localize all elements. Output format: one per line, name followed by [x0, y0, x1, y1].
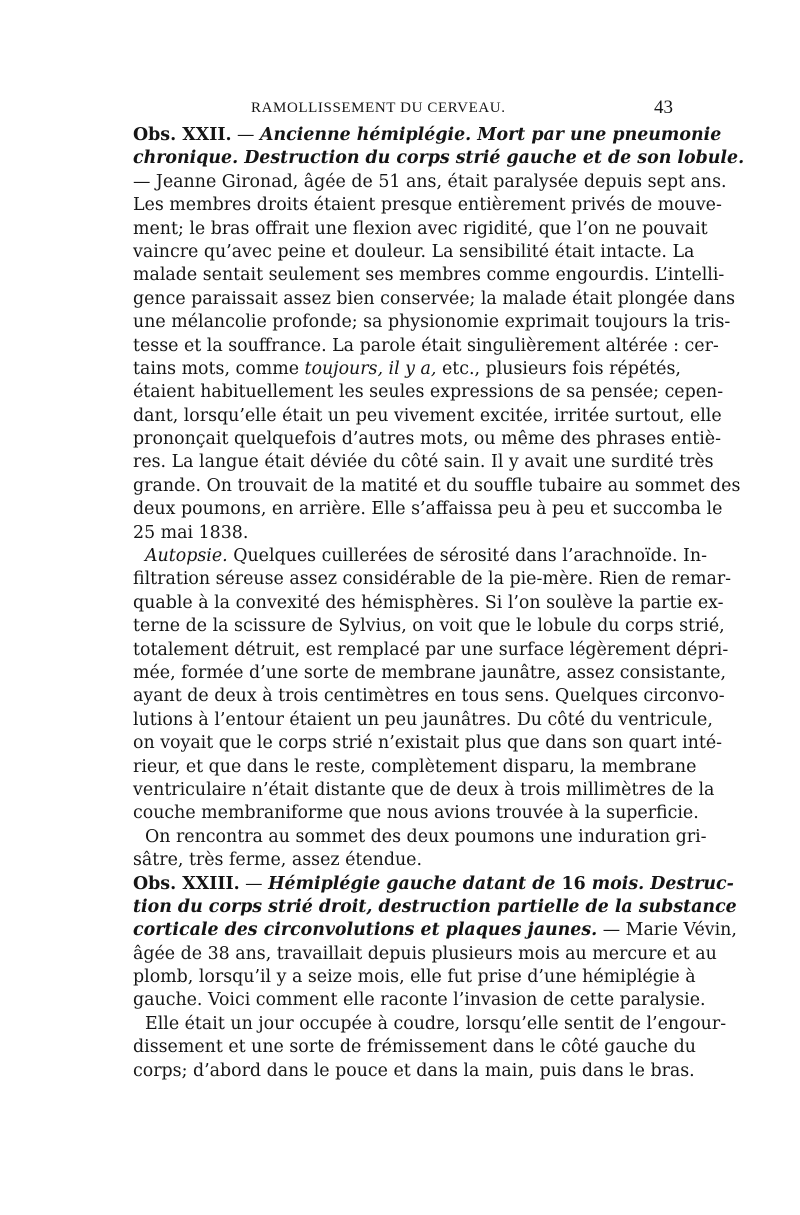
- text-segment: — Marie Vévin,: [597, 920, 737, 941]
- text-line: [133, 194, 722, 217]
- text-segment: malade sentait seulement ses membres comme engourdis. L’intelli-: [133, 265, 725, 286]
- text-segment: ventriculaire n’était distante que de deux à trois millimètres de la: [133, 779, 715, 800]
- text-line: [133, 732, 722, 755]
- text-segment: couche membraniforme que nous avions trouvée à la superficie.: [133, 803, 699, 824]
- text-line: [133, 779, 715, 802]
- text-line: [133, 475, 741, 498]
- text-segment: res. La langue était déviée du côté sain. Il y avait une surdité très: [133, 452, 714, 473]
- text-line: [133, 639, 729, 662]
- text-line: [133, 1036, 696, 1059]
- text-line: [133, 451, 714, 474]
- text-segment: dant, lorsqu’elle était un peu vivement excitée, irritée surtout, elle: [133, 405, 722, 426]
- text-segment: toujours, il y a,: [304, 358, 437, 379]
- text-segment: mois. Destruc-: [585, 873, 734, 894]
- text-segment: dissement et une sorte de frémissement dans le côté gauche du: [133, 1037, 696, 1058]
- text-segment: étaient habituellement les seules expressions de sa pensée; cepen-: [133, 382, 724, 403]
- body-text: [133, 124, 745, 1083]
- text-segment: gauche. Voici comment elle raconte l’invasion de cette paralysie.: [133, 990, 706, 1011]
- text-segment: plomb, lorsqu’il y a seize mois, elle fut prise d’une hémiplégie à: [133, 967, 696, 988]
- text-segment: on voyait que le corps strié n’existait plus que dans son quart inté-: [133, 733, 722, 754]
- text-segment: vaincre qu’avec peine et douleur. La sensibilité était intacte. La: [133, 241, 695, 262]
- text-segment: âgée de 38 ans, travaillait depuis plusieurs mois au mercure et au: [133, 943, 717, 964]
- text-segment: Obs. XXII.: [133, 125, 232, 145]
- text-segment: 25 mai 1838.: [133, 522, 249, 543]
- text-segment: filtration séreuse assez considérable de la pie-mère. Rien de remar-: [133, 569, 732, 590]
- text-segment: Autopsie.: [145, 546, 228, 567]
- text-segment: Elle était un jour occupée à coudre, lorsqu’elle sentit de l’engour-: [145, 1013, 727, 1034]
- text-segment: On rencontra au sommet des deux poumons une induration gri-: [145, 826, 707, 847]
- text-line: [133, 218, 708, 241]
- text-line: [133, 335, 719, 358]
- text-line: [133, 826, 707, 849]
- text-segment: tion du corps strié droit, destruction partielle de la substance: [133, 896, 737, 917]
- text-line: [133, 873, 734, 896]
- text-segment: gence paraissait assez bien conservée; la malade était plongée dans: [133, 288, 736, 309]
- page-number: 43: [654, 97, 673, 118]
- text-line: [133, 919, 737, 942]
- text-segment: deux poumons, en arrière. Elle s’affaissa peu à peu et succomba le: [133, 499, 723, 520]
- text-line: [133, 171, 727, 194]
- text-line: [133, 802, 699, 825]
- text-line: [133, 966, 696, 989]
- text-segment: tesse et la souffrance. La parole était singulièrement altérée : cer-: [133, 335, 719, 356]
- text-line: [133, 264, 725, 287]
- text-line: [133, 428, 721, 451]
- text-segment: ment; le bras offrait une flexion avec rigidité, que l’on ne pouvait: [133, 218, 708, 239]
- text-line: [133, 989, 706, 1012]
- text-line: [133, 288, 736, 311]
- text-segment: lutions à l’entour étaient un peu jaunâtres. Du côté du ventricule,: [133, 709, 713, 730]
- text-segment: tains mots, comme: [133, 358, 305, 379]
- text-line: [133, 685, 725, 708]
- text-segment: quable à la convexité des hémisphères. Si l’on soulève la partie ex-: [133, 592, 724, 613]
- text-line: [133, 709, 713, 732]
- running-title: RAMOLLISSEMENT DU CERVEAU.: [251, 100, 506, 116]
- text-line: [133, 1060, 695, 1083]
- text-segment: corps; d’abord dans le pouce et dans la main, puis dans le bras.: [133, 1060, 695, 1081]
- text-segment: rieur, et que dans le reste, complètement disparu, la membrane: [133, 756, 697, 777]
- text-segment: Les membres droits étaient presque entièrement privés de mouve-: [133, 195, 722, 216]
- text-line: [133, 522, 673, 545]
- text-line: [133, 662, 726, 685]
- text-segment: terne de la scissure de Sylvius, on voit que le lobule du corps strié,: [133, 616, 725, 637]
- text-line: [133, 943, 717, 966]
- text-line: [133, 896, 737, 919]
- text-segment: 16: [561, 873, 586, 894]
- text-line: [133, 568, 732, 591]
- text-segment: ayant de deux à trois centimètres en tous sens. Quelques circonvo-: [133, 686, 725, 707]
- text-segment: —: [239, 873, 269, 894]
- text-segment: prononçait quelquefois d’autres mots, ou même des phrases entiè-: [133, 429, 721, 450]
- page-header: [133, 97, 673, 123]
- text-segment: etc., plusieurs fois répétés,: [436, 358, 681, 379]
- text-segment: Obs. XXIII.: [133, 873, 240, 894]
- text-segment: sâtre, très ferme, assez étendue.: [133, 850, 422, 871]
- text-segment: — Jeanne Gironad, âgée de 51 ans, était paralysée depuis sept ans.: [133, 171, 727, 192]
- text-line: [133, 381, 724, 404]
- text-line: [133, 147, 745, 170]
- text-line: [133, 1013, 727, 1036]
- text-segment: chronique. Destruction du corps strié gauche et de son lobule.: [133, 148, 745, 169]
- text-line: [133, 849, 673, 872]
- text-line: [133, 615, 725, 638]
- text-line: [133, 592, 724, 615]
- text-line: [133, 498, 723, 521]
- text-line: [133, 545, 707, 568]
- text-line: [133, 756, 697, 779]
- text-line: [133, 124, 722, 147]
- text-segment: totalement détruit, est remplacé par une surface légèrement dépri-: [133, 639, 729, 660]
- text-segment: mée, formée d’une sorte de membrane jaunâtre, assez consistante,: [133, 662, 726, 683]
- text-segment: corticale des circonvolutions et plaques jaunes.: [133, 920, 598, 941]
- text-line: [133, 405, 722, 428]
- text-segment: Ancienne hémiplégie. Mort par une pneumonie: [259, 125, 722, 145]
- text-line: [133, 241, 695, 264]
- text-segment: grande. On trouvait de la matité et du souffle tubaire au sommet des: [133, 475, 741, 496]
- text-segment: Hémiplégie gauche datant de: [268, 873, 562, 894]
- text-segment: Quelques cuillerées de sérosité dans l’arachnoïde. In-: [227, 546, 707, 567]
- text-segment: —: [231, 125, 260, 145]
- text-line: [133, 311, 731, 334]
- text-line: [133, 358, 681, 381]
- text-segment: une mélancolie profonde; sa physionomie exprimait toujours la tris-: [133, 312, 731, 333]
